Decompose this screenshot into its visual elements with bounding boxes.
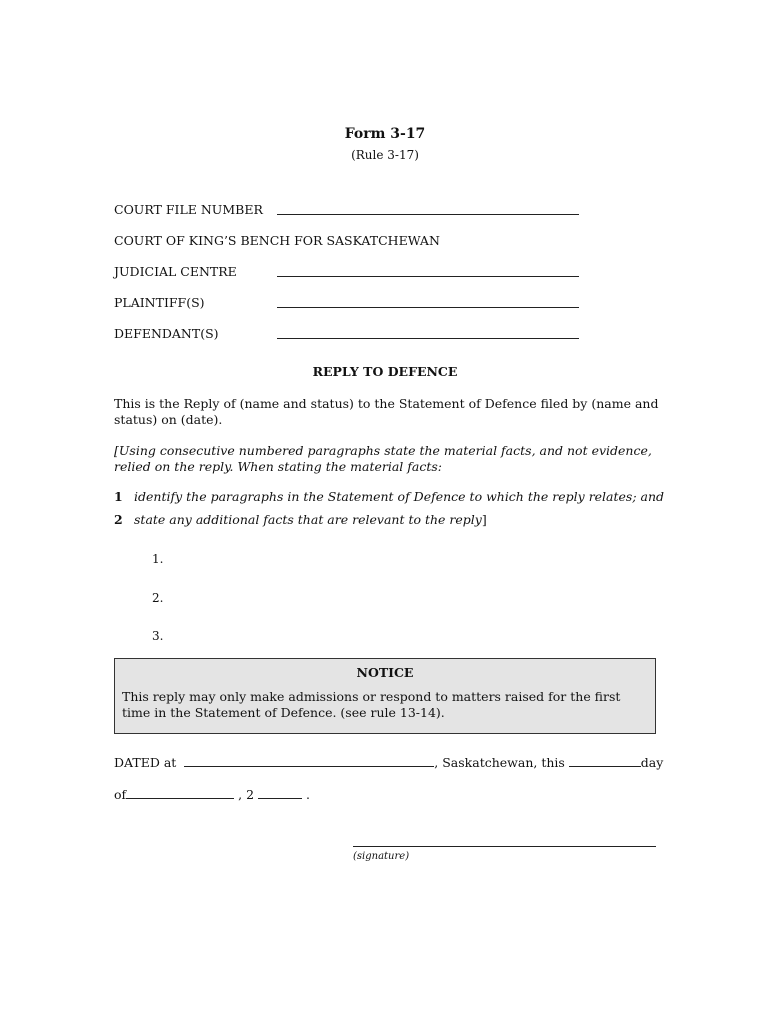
notice-box xyxy=(114,658,656,734)
paragraph-number: 3. xyxy=(152,629,164,643)
notice-title: NOTICE xyxy=(356,665,414,680)
signature-label: (signature) xyxy=(353,851,410,862)
court-file-number-field[interactable] xyxy=(277,214,579,215)
court-file-number-label: COURT FILE NUMBER xyxy=(114,202,263,217)
defendants-label: DEFENDANT(S) xyxy=(114,326,219,341)
paragraph-number: 2. xyxy=(152,591,164,605)
list-item-text: identify the paragraphs in the Statement of Defence to which the reply relates; and xyxy=(134,489,665,504)
instruction-paragraph: [Using consecutive numbered paragraphs state the material facts, and not evidence, relied on the reply. When stating the material facts: xyxy=(114,443,652,474)
court-name: COURT OF KING’S BENCH FOR SASKATCHEWAN xyxy=(114,233,440,248)
list-item-number: 2 xyxy=(114,512,123,527)
day-field[interactable] xyxy=(569,756,641,767)
day-label: day xyxy=(640,755,664,770)
province-this-label: , Saskatchewan, this xyxy=(434,755,565,770)
dated-location-field[interactable] xyxy=(184,756,434,767)
paragraph-number: 1. xyxy=(152,552,164,566)
form-title: Form 3-17 xyxy=(344,126,426,142)
dated-line xyxy=(114,755,663,770)
rule-reference: (Rule 3-17) xyxy=(351,148,419,162)
notice-text: This reply may only make admissions or respond to matters raised for the first time in the Statement of Defence. (see rule 13-14). xyxy=(122,689,621,720)
judicial-centre-field[interactable] xyxy=(277,276,579,277)
year-field[interactable] xyxy=(258,788,302,799)
bracket-close: ] xyxy=(481,512,487,527)
dated-at-label: DATED at xyxy=(114,755,177,770)
judicial-centre-label: JUDICIAL CENTRE xyxy=(114,264,237,279)
month-field[interactable] xyxy=(126,788,234,799)
period: . xyxy=(306,787,310,802)
plaintiffs-label: PLAINTIFF(S) xyxy=(114,295,205,310)
list-item-number: 1 xyxy=(114,489,123,504)
intro-paragraph: This is the Reply of (name and status) to the Statement of Defence filed by (name and status) on (date). xyxy=(114,396,659,427)
dated-month-year-line xyxy=(114,787,310,802)
list-item xyxy=(134,512,487,527)
document-heading: REPLY TO DEFENCE xyxy=(312,364,458,379)
of-label: of xyxy=(114,787,127,802)
list-item-text: state any additional facts that are relevant to the reply xyxy=(134,512,482,527)
plaintiffs-field[interactable] xyxy=(277,307,579,308)
defendants-field[interactable] xyxy=(277,338,579,339)
year-prefix: , 2 xyxy=(238,787,255,802)
signature-field[interactable] xyxy=(353,846,656,847)
